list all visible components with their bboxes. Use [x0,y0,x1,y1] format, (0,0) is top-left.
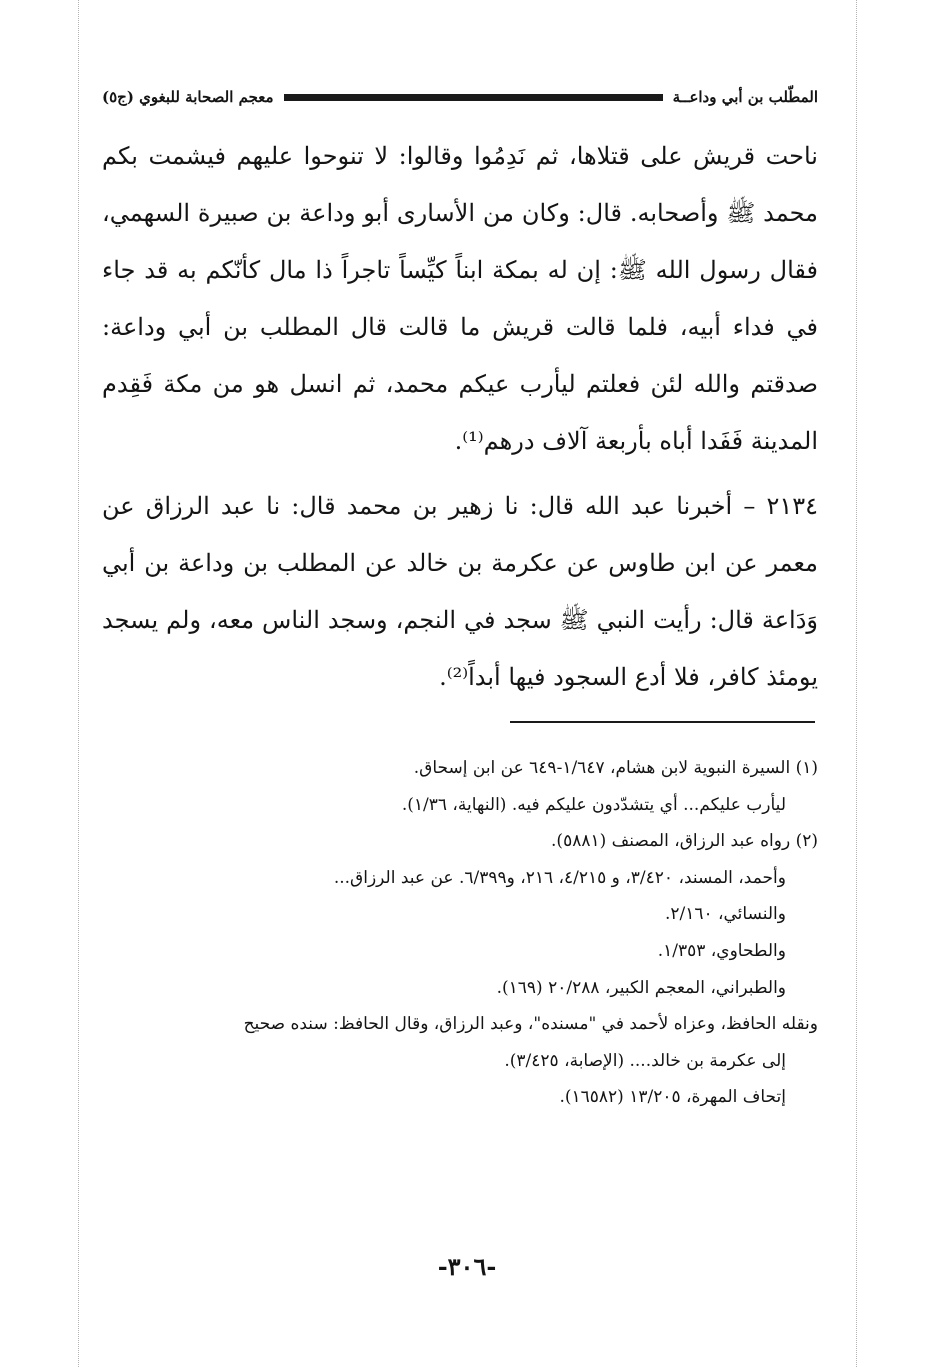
footnote-line: والنسائي، ٢/١٦٠. [664,904,786,925]
footnote-line: ليأرب عليكم... أي يتشدّدون عليكم فيه. (النهاية، ١/٣٦). [401,794,786,815]
footnote-line: وأحمد، المسند، ٣/٤٢٠، و ٤/٢١٥، ٢١٦، و٦/٣٩٩. عن عبد الرزاق... [333,867,786,888]
scan-dotted-line-right [856,0,857,1367]
book-title: معجم الصحابة للبغوي (ج٥) [102,88,274,106]
footnote-line: إلى عكرمة بن خالد.... (الإصابة، ٣/٤٢٥). [504,1050,786,1071]
footnote-separator [510,721,815,723]
paragraph-1: ناحت قريش على قتلاها، ثم نَدِمُوا وقالوا: لا تنوحوا عليهم فيشمت بكم محمد ﷺ وأصحابه. قال: وكان من الأسارى أبو وداعة بن صبيرة السهمي، فقال رسول الله ﷺ: إن له بمكة ابناً كيِّساً تاجراً ذا مال كأنّكم به قد جاء في فداء أبيه، فلما قالت قريش ما قالت قال المطلب بن أبي وداعة: صدقتم والله لئن فعلتم ليأرب عيكم محمد، ثم انسل هو من مكة فَقِدم المدينة فَفَدا أباه بأربعة آلاف درهم⁽¹⁾. [102,142,818,455]
footnote-line: ونقله الحافظ، وعزاه لأحمد في "مسنده"، وعبد الرزاق، وقال الحافظ: سنده صحيح [243,1014,818,1035]
main-text [102,128,818,706]
scan-dotted-line-left [78,0,79,1367]
paragraph-2134: ٢١٣٤ – أخبرنا عبد الله قال: نا زهير بن محمد قال: نا عبد الرزاق عن معمر عن ابن طاوس عن عكرمة بن خالد عن المطلب بن وداعة بن أبي وَدَاعة قال: رأيت النبي ﷺ سجد في النجم، وسجد الناس معه، ولم يسجد يومئذ كافر، فلا أدع السجود فيها أبداً⁽²⁾. [102,492,818,691]
page-number: -٣٠٦- [437,1252,497,1281]
footnote-line: إتحاف المهرة، ١٣/٢٠٥ (١٦٥٨٢). [559,1087,786,1108]
footnote-line: والطحاوي، ١/٣٥٣. [657,940,786,961]
header-rule [284,94,663,101]
footnote-line: (١) السيرة النبوية لابن هشام، ١/٦٤٧-٦٤٩ عن ابن إسحاق. [413,758,818,778]
footnote-line: (٢) رواه عبد الرزاق، المصنف (٥٨٨١). [551,831,818,852]
entry-name: المطّلب بن أبي وداعــة [672,88,818,106]
footnote-line: والطبراني، المعجم الكبير، ٢٠/٢٨٨ (١٦٩). [496,977,786,998]
running-header [102,82,818,112]
footnotes [102,750,818,1116]
